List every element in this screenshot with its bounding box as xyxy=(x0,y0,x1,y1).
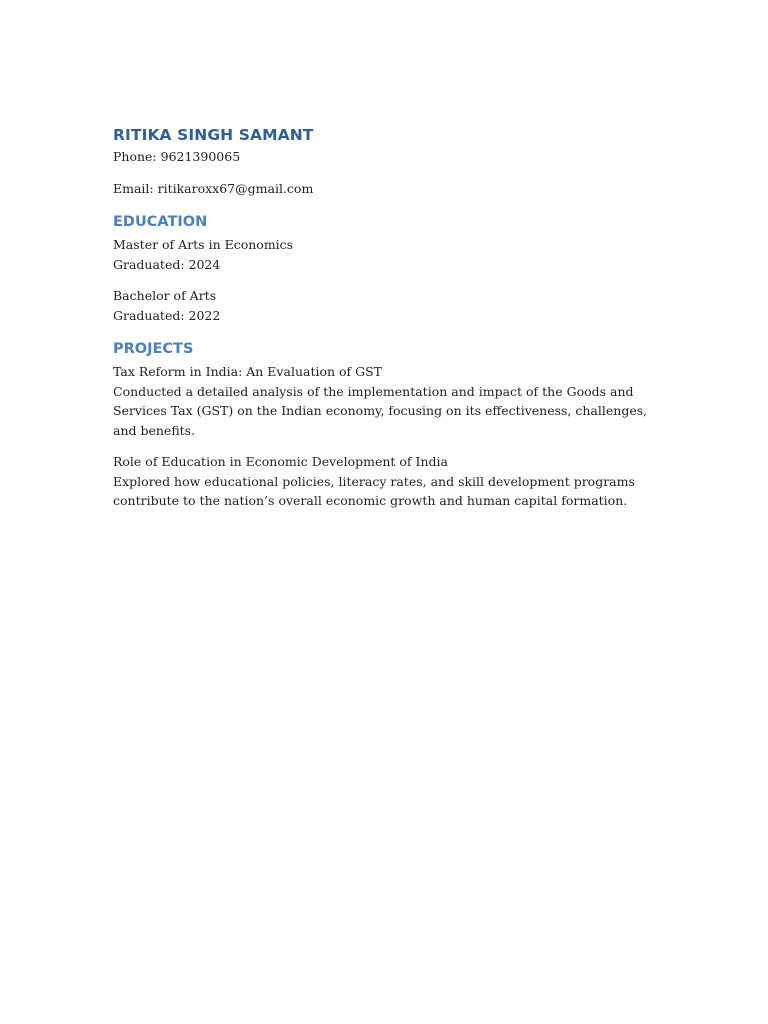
education-entry xyxy=(113,286,673,325)
project-description: Explored how educational policies, literacy rates, and skill development programs contribute to the nation’s overall economic growth and human capital formation. xyxy=(113,473,635,508)
education-degree: Master of Arts in Economics xyxy=(113,237,294,252)
resume-document xyxy=(113,124,673,511)
education-graduated: Graduated: 2024 xyxy=(113,256,221,272)
education-degree: Bachelor of Arts xyxy=(113,288,217,303)
projects-heading: PROJECTS xyxy=(113,341,194,357)
project-entry xyxy=(113,452,673,511)
email-line: Email: ritikaroxx67@gmail.com xyxy=(113,180,314,196)
project-description: Conducted a detailed analysis of the implementation and impact of the Goods and Services Tax (GST) on the Indian economy, focusing on its effectiveness, challenges, and benefits. xyxy=(113,383,648,438)
phone-line: Phone: 9621390065 xyxy=(113,149,241,164)
project-entry xyxy=(113,362,673,440)
candidate-name: RITIKA SINGH SAMANT xyxy=(113,126,314,144)
education-heading: EDUCATION xyxy=(113,214,208,230)
project-title: Tax Reform in India: An Evaluation of GST xyxy=(113,364,383,379)
education-graduated: Graduated: 2022 xyxy=(113,307,221,323)
education-entry xyxy=(113,235,673,274)
project-title: Role of Education in Economic Development of India xyxy=(113,454,448,469)
